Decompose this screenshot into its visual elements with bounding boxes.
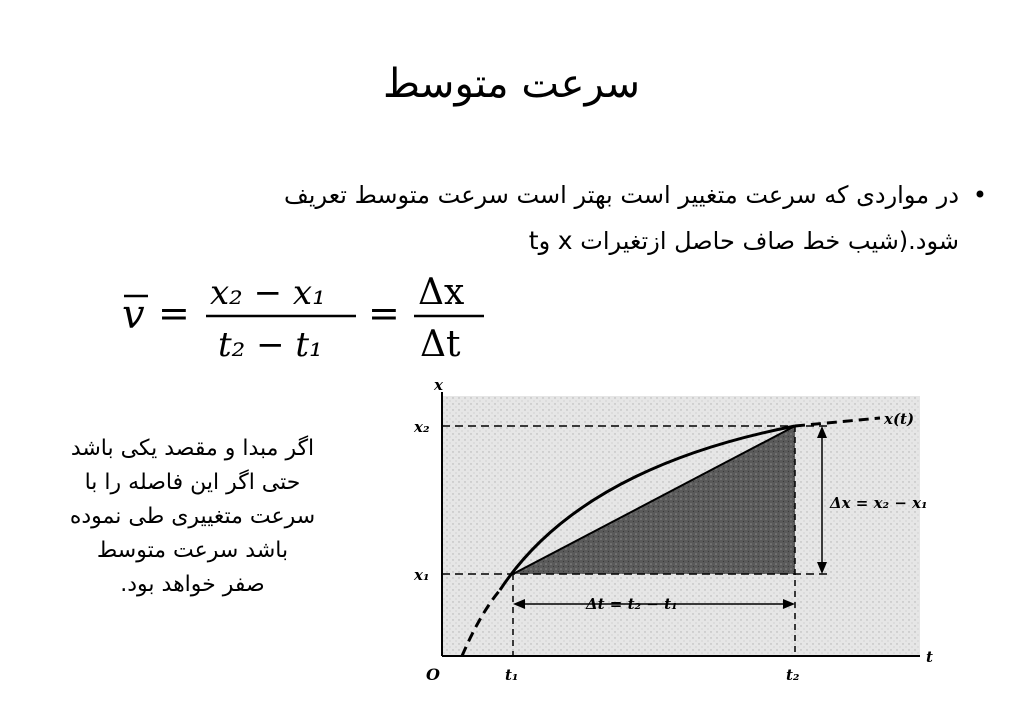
bullet-line-2 [159,218,959,264]
side-note-line: سرعت متغییری طی نموده [69,504,316,529]
svg-text:=: = [158,291,190,335]
side-note [20,432,365,602]
y-axis-label: x [434,378,443,394]
formula-denominator: t₂ − t₁ [218,325,323,365]
formula-delta-t: Δt [420,324,461,365]
t2-label: t₂ [786,666,800,684]
curve-label: x(t) [884,410,915,428]
bullet-line-1: در مواردی که سرعت متغییر است بهتر است سرعت متوسط تعریف [283,181,959,209]
origin-label: O [426,665,440,684]
bullet-marker: • [972,181,987,209]
delta-x-label: Δx = x₂ − x₁ [830,494,928,512]
t1-label: t₁ [505,666,519,684]
formula-delta-x: Δx [418,272,465,313]
bullet-paragraph [159,172,987,264]
side-note-line: صفر خواهد بود. [120,572,265,597]
svg-text:=: = [368,291,400,335]
side-note-line: حتی اگر این فاصله را با [84,470,301,495]
delta-t-label: Δt = t₂ − t₁ [586,595,678,613]
conjunction-and: و [538,227,558,255]
bullet-line-2-text: شود.(شیب خط صاف حاصل ازتغیرات [572,227,959,255]
x2-label: x₂ [414,418,430,436]
variable-x: x [557,226,573,255]
side-note-line: باشد سرعت متوسط [96,538,289,563]
variable-t: t [528,226,539,255]
average-velocity-formula [118,268,498,368]
x-axis-label: t [926,648,933,666]
x1-label: x₁ [414,566,430,584]
page-title: سرعت متوسط [382,61,641,107]
position-time-graph [410,378,975,688]
formula-numerator: x₂ − x₁ [210,273,326,313]
formula-lhs: v [122,292,145,338]
side-note-line: اگر مبدا و مقصد یکی باشد [70,436,315,461]
